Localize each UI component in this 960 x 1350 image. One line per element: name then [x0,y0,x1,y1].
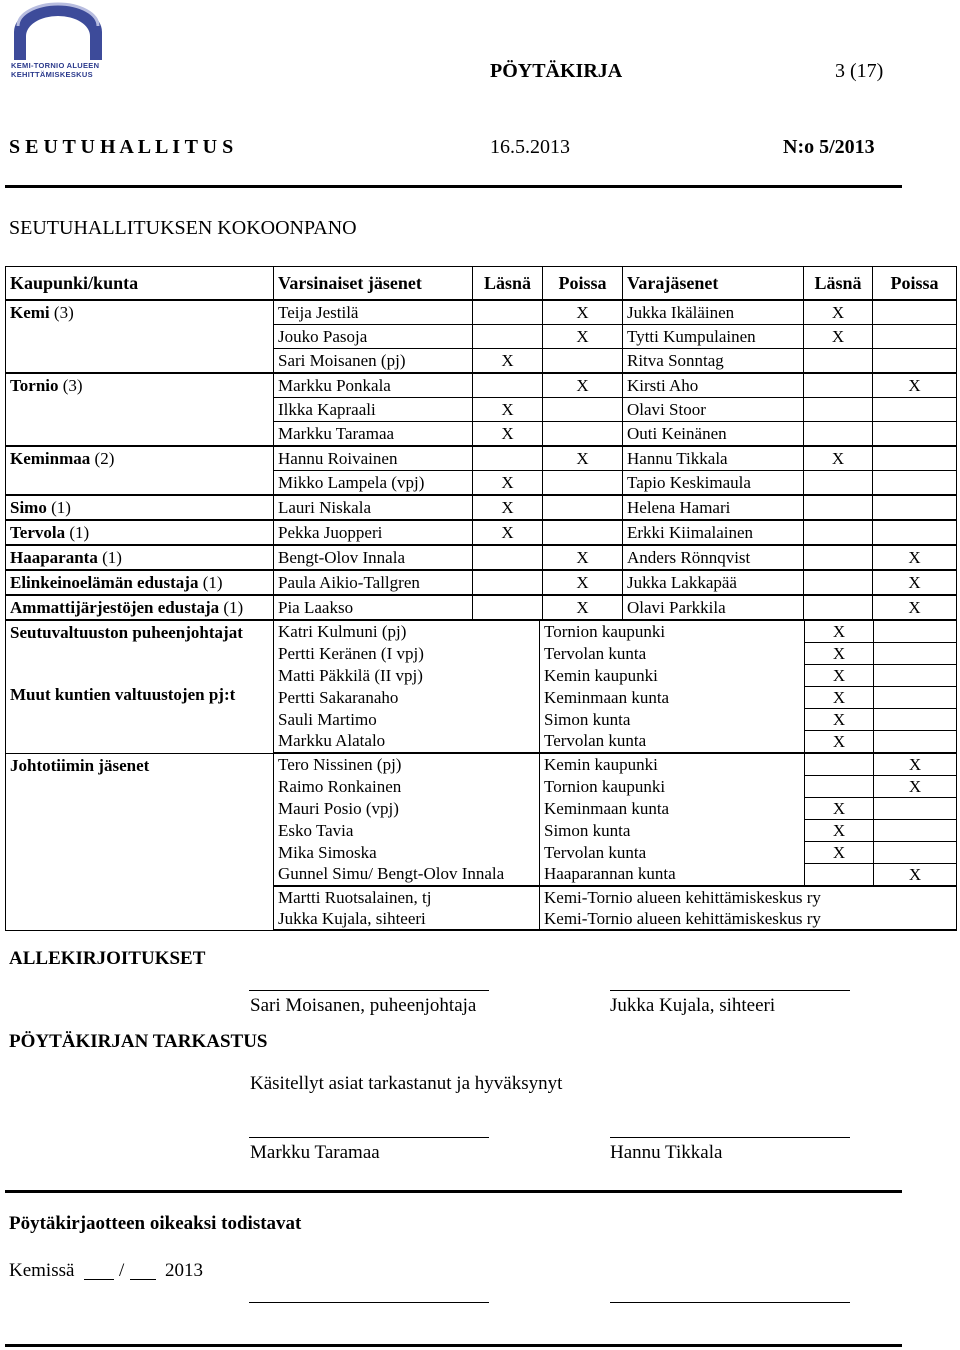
member-name: Ilkka Kapraali [274,398,473,422]
doc-type: PÖYTÄKIRJA [490,60,623,82]
municipality-cell [6,300,274,325]
deputy-present-mark [804,471,873,496]
table-row [6,349,957,374]
member-name: Hannu Roivainen [274,446,473,471]
municipality-cell [6,545,274,570]
participant-absent-mark: X [874,864,957,887]
member-absent-mark: X [543,446,623,471]
participant-name: Pertti Sakaranaho [274,687,540,709]
org-name: S E U T U H A L L I T U S [9,136,234,158]
deputy-absent-mark: X [873,570,957,595]
participant-absent-mark [874,620,957,643]
participant-present-mark [805,864,874,887]
participant-present-mark: X [805,820,874,842]
chair-signature-name: Sari Moisanen, puheenjohtaja [250,995,477,1016]
deputy-name: Kirsti Aho [623,373,804,398]
participant-organization: Tervolan kunta [540,842,805,864]
table-row [6,570,957,595]
col-deputies: Varajäsenet [623,267,804,301]
member-present-mark: X [473,495,543,520]
deputy-absent-mark: X [873,373,957,398]
municipality-cell [6,495,274,520]
deputy-present-mark [804,570,873,595]
staff-name: Jukka Kujala, sihteeri [274,908,540,930]
day-blank [84,1279,114,1280]
municipality-cell [6,570,274,595]
page-number: 3 (17) [835,60,884,82]
municipality-name: Tervola [10,522,66,542]
member-present-mark [473,570,543,595]
municipality-name: Haaparanta [10,547,98,567]
deputy-present-mark [804,398,873,422]
member-name: Paula Aikio-Tallgren [274,570,473,595]
member-present-mark: X [473,349,543,374]
participant-organization: Kemin kaupunki [540,665,805,687]
participant-present-mark [805,753,874,776]
council-chairs-label: Seutuvaltuuston puheenjohtajat [10,622,243,642]
deputy-absent-mark [873,398,957,422]
section-title: SEUTUHALLITUKSEN KOKOONPANO [9,217,357,239]
participant-name: Mika Simoska [274,842,540,864]
participant-absent-mark: X [874,776,957,798]
participant-name: Mauri Posio (vpj) [274,798,540,820]
signatures-heading: ALLEKIRJOITUKSET [9,948,206,969]
reviewer1-signature-line [249,1137,489,1138]
municipality-cell [6,595,274,620]
certification-year: 2013 [165,1260,203,1281]
deputy-present-mark [804,373,873,398]
member-name: Pia Laakso [274,595,473,620]
deputy-absent-mark [873,325,957,349]
seat-count: (1) [46,497,71,517]
arch-logo-icon [8,2,108,62]
member-absent-mark: X [543,373,623,398]
participant-row [6,620,957,643]
deputy-absent-mark: X [873,595,957,620]
council-chairs-label-cell [6,620,274,753]
deputy-name: Hannu Tikkala [623,446,804,471]
composition-table [5,266,957,620]
deputy-name: Jukka Ikäläinen [623,300,804,325]
member-name: Jouko Pasoja [274,325,473,349]
member-absent-mark: X [543,570,623,595]
participant-organization: Tervolan kunta [540,643,805,665]
municipal-chairs-label: Muut kuntien valtuustojen pj:t [10,684,236,704]
deputy-present-mark [804,545,873,570]
deputy-absent-mark [873,349,957,374]
member-present-mark [473,300,543,325]
seat-count: (1) [65,522,90,542]
deputy-absent-mark [873,300,957,325]
participant-organization: Simon kunta [540,820,805,842]
staff-label-cell [6,886,274,930]
review-statement: Käsitellyt asiat tarkastanut ja hyväksynyt [250,1073,563,1094]
member-absent-mark: X [543,325,623,349]
member-present-mark [473,545,543,570]
municipality-cell [6,398,274,422]
member-absent-mark: X [543,545,623,570]
member-absent-mark: X [543,595,623,620]
col-member-absent: Poissa [543,267,623,301]
review-heading: PÖYTÄKIRJAN TARKASTUS [9,1031,268,1052]
participant-present-mark: X [805,665,874,687]
municipality-name: Elinkeinoelämän edustaja [10,572,199,592]
participant-present-mark [805,776,874,798]
member-name: Sari Moisanen (pj) [274,349,473,374]
participant-organization: Tornion kaupunki [540,620,805,643]
deputy-name: Anders Rönnqvist [623,545,804,570]
month-blank [130,1279,156,1280]
deputy-name: Olavi Stoor [623,398,804,422]
reviewer2-signature-line [610,1137,850,1138]
table-row [6,471,957,496]
table-row [6,520,957,545]
participant-name: Sauli Martimo [274,709,540,731]
member-absent-mark [543,520,623,545]
participant-present-mark: X [805,620,874,643]
staff-row [6,886,957,908]
participant-name: Gunnel Simu/ Bengt-Olov Innala [274,864,540,887]
table-row [6,300,957,325]
deputy-present-mark [804,349,873,374]
municipality-name: Simo [10,497,47,517]
municipality-cell [6,349,274,374]
participant-present-mark: X [805,731,874,754]
deputy-name: Erkki Kiimalainen [623,520,804,545]
participant-organization: Tornion kaupunki [540,776,805,798]
seat-count: (3) [58,375,83,395]
staff-organization: Kemi-Tornio alueen kehittämiskeskus ry [540,886,957,908]
member-name: Mikko Lampela (vpj) [274,471,473,496]
other-participants-table [5,619,957,931]
certifier1-signature-line [249,1302,489,1303]
certification-rule-bottom [5,1344,902,1347]
table-header-row [6,267,957,301]
municipality-cell [6,422,274,447]
municipality-name: Tornio [10,375,59,395]
municipality-name: Ammattijärjestöjen edustaja [10,597,220,617]
deputy-absent-mark: X [873,545,957,570]
municipality-cell [6,520,274,545]
member-absent-mark [543,398,623,422]
member-name: Markku Ponkala [274,373,473,398]
municipality-cell [6,373,274,398]
table-row [6,495,957,520]
deputy-absent-mark [873,520,957,545]
member-present-mark: X [473,471,543,496]
participant-name: Esko Tavia [274,820,540,842]
participant-row [6,753,957,776]
deputy-name: Tytti Kumpulainen [623,325,804,349]
reviewer1-name: Markku Taramaa [250,1142,380,1163]
table-row [6,422,957,447]
participant-absent-mark [874,820,957,842]
deputy-present-mark [804,595,873,620]
table-row [6,398,957,422]
participant-present-mark: X [805,643,874,665]
deputy-present-mark: X [804,300,873,325]
col-deputy-present: Läsnä [804,267,873,301]
member-present-mark: X [473,398,543,422]
staff-organization: Kemi-Tornio alueen kehittämiskeskus ry [540,908,957,930]
member-present-mark [473,373,543,398]
participant-absent-mark: X [874,753,957,776]
chair-signature-line [249,990,489,991]
certification-place: Kemissä [9,1260,75,1281]
col-deputy-absent: Poissa [873,267,957,301]
deputy-present-mark: X [804,325,873,349]
member-absent-mark [543,349,623,374]
participant-absent-mark [874,798,957,820]
participant-present-mark: X [805,842,874,864]
member-name: Teija Jestilä [274,300,473,325]
participant-absent-mark [874,842,957,864]
member-present-mark [473,446,543,471]
staff-name: Martti Ruotsalainen, tj [274,886,540,908]
member-absent-mark: X [543,300,623,325]
deputy-present-mark [804,422,873,447]
seat-count: (3) [49,302,74,322]
table-row [6,325,957,349]
deputy-name: Tapio Keskimaula [623,471,804,496]
logo-text-line1: KEMI-TORNIO ALUEEN [11,61,100,70]
member-name: Pekka Juopperi [274,520,473,545]
table-row [6,446,957,471]
participant-organization: Simon kunta [540,709,805,731]
municipality-cell [6,325,274,349]
participant-absent-mark [874,731,957,754]
reviewer2-name: Hannu Tikkala [610,1142,723,1163]
seat-count: (2) [90,448,115,468]
header-rule [5,185,902,188]
participant-name: Katri Kulmuni (pj) [274,620,540,643]
meeting-date: 16.5.2013 [490,136,570,158]
participant-present-mark: X [805,687,874,709]
certification-rule-top [5,1190,902,1193]
participant-absent-mark [874,687,957,709]
member-name: Lauri Niskala [274,495,473,520]
municipality-name: Kemi [10,302,50,322]
participant-organization: Keminmaan kunta [540,687,805,709]
deputy-present-mark [804,520,873,545]
deputy-name: Helena Hamari [623,495,804,520]
member-absent-mark [543,422,623,447]
participant-name: Tero Nissinen (pj) [274,753,540,776]
member-name: Bengt-Olov Innala [274,545,473,570]
municipality-cell [6,471,274,496]
participant-absent-mark [874,643,957,665]
member-present-mark: X [473,422,543,447]
member-absent-mark [543,495,623,520]
participant-name: Markku Alatalo [274,731,540,754]
participant-name: Matti Päkkilä (II vpj) [274,665,540,687]
deputy-absent-mark [873,471,957,496]
participant-absent-mark [874,665,957,687]
seat-count: (1) [219,597,244,617]
participant-organization: Keminmaan kunta [540,798,805,820]
participant-absent-mark [874,709,957,731]
member-absent-mark [543,471,623,496]
certifier2-signature-line [610,1302,850,1303]
municipality-name: Keminmaa [10,448,91,468]
deputy-present-mark: X [804,446,873,471]
table-row [6,373,957,398]
participant-name: Raimo Ronkainen [274,776,540,798]
participant-organization: Kemin kaupunki [540,753,805,776]
minutes-number: N:o 5/2013 [783,136,875,158]
seat-count: (1) [198,572,223,592]
deputy-name: Jukka Lakkapää [623,570,804,595]
deputy-absent-mark [873,422,957,447]
deputy-present-mark [804,495,873,520]
member-name: Markku Taramaa [274,422,473,447]
seat-count: (1) [97,547,122,567]
participant-name: Pertti Keränen (I vpj) [274,643,540,665]
member-present-mark [473,595,543,620]
participant-organization: Haaparannan kunta [540,864,805,887]
participant-present-mark: X [805,709,874,731]
participant-organization: Tervolan kunta [540,731,805,754]
member-present-mark [473,325,543,349]
secretary-signature-name: Jukka Kujala, sihteeri [610,995,776,1016]
secretary-signature-line [610,990,850,991]
logo-text-line2: KEHITTÄMISKESKUS [11,70,93,79]
col-member-present: Läsnä [473,267,543,301]
member-present-mark: X [473,520,543,545]
col-municipality: Kaupunki/kunta [6,267,274,301]
deputy-absent-mark [873,495,957,520]
table-row [6,595,957,620]
deputy-name: Outi Keinänen [623,422,804,447]
col-members: Varsinaiset jäsenet [274,267,473,301]
deputy-name: Ritva Sonntag [623,349,804,374]
certification-heading: Pöytäkirjaotteen oikeaksi todistavat [9,1213,302,1234]
org-logo [8,2,108,82]
table-row [6,545,957,570]
participant-present-mark: X [805,798,874,820]
date-slash: / [119,1260,125,1281]
deputy-absent-mark [873,446,957,471]
management-team-label-cell: Johtotiimin jäsenet [6,753,274,886]
deputy-name: Olavi Parkkila [623,595,804,620]
municipality-cell [6,446,274,471]
